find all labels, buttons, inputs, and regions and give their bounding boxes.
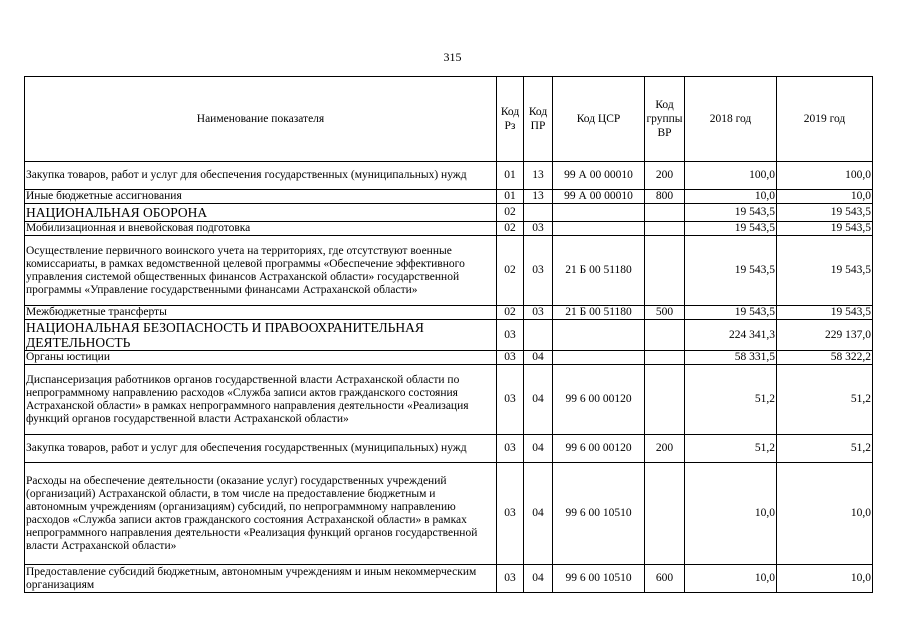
cell-vr (645, 351, 685, 365)
table-header-row (25, 77, 873, 162)
header-rz: Код Рз (497, 77, 524, 162)
cell-pr (524, 320, 553, 351)
cell-y2019: 10,0 (777, 463, 873, 565)
cell-rz: 01 (497, 162, 524, 190)
cell-y2018: 19 543,5 (685, 204, 777, 222)
cell-vr (645, 365, 685, 435)
cell-rz: 02 (497, 236, 524, 306)
cell-rz: 02 (497, 204, 524, 222)
table-row (25, 236, 873, 306)
cell-csr (553, 222, 645, 236)
cell-vr: 200 (645, 435, 685, 463)
cell-vr (645, 320, 685, 351)
cell-y2018: 19 543,5 (685, 236, 777, 306)
header-2019: 2019 год (777, 77, 873, 162)
cell-vr: 200 (645, 162, 685, 190)
cell-csr (553, 320, 645, 351)
table-row (25, 351, 873, 365)
cell-pr: 04 (524, 463, 553, 565)
cell-y2018: 224 341,3 (685, 320, 777, 351)
table-row (25, 365, 873, 435)
table-row (25, 222, 873, 236)
cell-csr (553, 204, 645, 222)
cell-name: Диспансеризация работников органов государственной власти Астраханской области по непрограммному направлению расходов «Служба записи актов гражданского состояния Астраханской области» в рамках непрограммного направления деятельности «Реализация функций органов государственной власти Астраханской области» (25, 365, 497, 435)
cell-rz: 02 (497, 222, 524, 236)
cell-y2019: 19 543,5 (777, 204, 873, 222)
table-row (25, 204, 873, 222)
table-row (25, 162, 873, 190)
header-name: Наименование показателя (25, 77, 497, 162)
cell-rz: 03 (497, 351, 524, 365)
cell-pr: 03 (524, 236, 553, 306)
cell-csr: 99 6 00 10510 (553, 565, 645, 593)
page-number: 315 (443, 50, 462, 64)
table-row (25, 190, 873, 204)
cell-y2019: 100,0 (777, 162, 873, 190)
cell-y2019: 10,0 (777, 565, 873, 593)
cell-rz: 03 (497, 463, 524, 565)
table-row (25, 306, 873, 320)
cell-y2019: 51,2 (777, 435, 873, 463)
cell-name: Закупка товаров, работ и услуг для обеспечения государственных (муниципальных) нужд (25, 435, 497, 463)
cell-y2019: 51,2 (777, 365, 873, 435)
cell-pr: 04 (524, 365, 553, 435)
cell-y2019: 58 322,2 (777, 351, 873, 365)
cell-name: Межбюджетные трансферты (25, 306, 497, 320)
table-row (25, 435, 873, 463)
cell-csr (553, 351, 645, 365)
cell-pr: 03 (524, 222, 553, 236)
cell-name: Расходы на обеспечение деятельности (оказание услуг) государственных учреждений (организаций) Астраханской области, в том числе на предоставление бюджетным и автономным учреждениям (организациям) субсидий, по непрограммному направлению расходов «Служба записи актов гражданского состояния Астраханской области» в рамках непрограммного направления деятельности «Реализация функций органов государственной власти Астраханской области» (25, 463, 497, 565)
cell-pr (524, 204, 553, 222)
cell-y2019: 10,0 (777, 190, 873, 204)
cell-y2019: 19 543,5 (777, 306, 873, 320)
cell-pr: 04 (524, 565, 553, 593)
header-pr: Код ПР (524, 77, 553, 162)
cell-csr: 21 Б 00 51180 (553, 236, 645, 306)
cell-vr (645, 222, 685, 236)
cell-pr: 13 (524, 190, 553, 204)
table-row (25, 565, 873, 593)
cell-vr (645, 204, 685, 222)
cell-pr: 03 (524, 306, 553, 320)
header-2018: 2018 год (685, 77, 777, 162)
cell-rz: 03 (497, 365, 524, 435)
cell-rz: 03 (497, 320, 524, 351)
header-csr: Код ЦСР (553, 77, 645, 162)
cell-name: Закупка товаров, работ и услуг для обеспечения государственных (муниципальных) нужд (25, 162, 497, 190)
cell-vr: 600 (645, 565, 685, 593)
cell-rz: 03 (497, 435, 524, 463)
cell-y2018: 10,0 (685, 463, 777, 565)
budget-table (24, 76, 873, 593)
cell-y2019: 19 543,5 (777, 236, 873, 306)
cell-name: Предоставление субсидий бюджетным, автономным учреждениям и иным некоммерческим организациям (25, 565, 497, 593)
cell-csr: 99 6 00 00120 (553, 435, 645, 463)
cell-csr: 21 Б 00 51180 (553, 306, 645, 320)
table-body (25, 162, 873, 593)
cell-y2018: 100,0 (685, 162, 777, 190)
cell-y2018: 19 543,5 (685, 306, 777, 320)
cell-csr: 99 6 00 10510 (553, 463, 645, 565)
cell-y2019: 19 543,5 (777, 222, 873, 236)
cell-y2018: 10,0 (685, 565, 777, 593)
cell-vr: 800 (645, 190, 685, 204)
cell-y2018: 51,2 (685, 365, 777, 435)
cell-vr (645, 463, 685, 565)
cell-y2018: 58 331,5 (685, 351, 777, 365)
cell-name: НАЦИОНАЛЬНАЯ БЕЗОПАСНОСТЬ И ПРАВООХРАНИТЕЛЬНАЯ ДЕЯТЕЛЬНОСТЬ (25, 320, 497, 351)
cell-name: Иные бюджетные ассигнования (25, 190, 497, 204)
cell-name: Осуществление первичного воинского учета на территориях, где отсутствуют военные комиссариаты, в рамках ведомственной целевой программы «Обеспечение эффективного управления системой общественных финансов Астраханской области» государственной программы «Управление государственными финансами Астраханской области» (25, 236, 497, 306)
header-vr: Код группы ВР (645, 77, 685, 162)
cell-vr: 500 (645, 306, 685, 320)
cell-rz: 03 (497, 565, 524, 593)
cell-rz: 02 (497, 306, 524, 320)
cell-pr: 04 (524, 435, 553, 463)
cell-pr: 04 (524, 351, 553, 365)
cell-csr: 99 6 00 00120 (553, 365, 645, 435)
cell-rz: 01 (497, 190, 524, 204)
cell-pr: 13 (524, 162, 553, 190)
cell-y2018: 10,0 (685, 190, 777, 204)
cell-y2018: 51,2 (685, 435, 777, 463)
cell-name: Органы юстиции (25, 351, 497, 365)
cell-csr: 99 А 00 00010 (553, 190, 645, 204)
cell-vr (645, 236, 685, 306)
cell-csr: 99 А 00 00010 (553, 162, 645, 190)
cell-y2019: 229 137,0 (777, 320, 873, 351)
table-row (25, 320, 873, 351)
cell-y2018: 19 543,5 (685, 222, 777, 236)
cell-name: НАЦИОНАЛЬНАЯ ОБОРОНА (25, 204, 497, 222)
table-row (25, 463, 873, 565)
cell-name: Мобилизационная и вневойсковая подготовка (25, 222, 497, 236)
